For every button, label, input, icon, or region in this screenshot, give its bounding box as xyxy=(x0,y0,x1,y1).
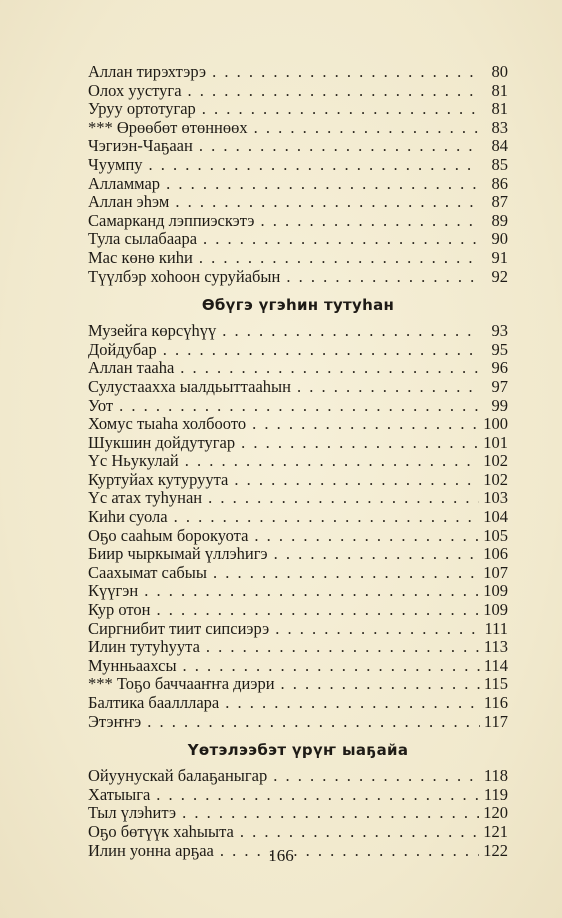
toc-entry-page: 90 xyxy=(491,230,508,249)
dot-leader xyxy=(222,322,480,341)
dot-leader xyxy=(252,415,479,434)
toc-entry-title: Оҕо бөтүүк хаһыыта xyxy=(88,822,234,841)
toc-entry-page: 100 xyxy=(483,415,508,434)
toc-entry-page: 92 xyxy=(491,267,508,286)
toc-entry xyxy=(88,527,508,546)
dot-leader xyxy=(234,471,479,490)
toc-entry-title: Шукшин дойдутугар xyxy=(88,433,236,452)
toc-entry xyxy=(88,620,508,639)
toc-entry-title: Аллан тирэхтэрэ xyxy=(88,63,207,81)
dot-leader xyxy=(180,359,480,378)
toc-entry xyxy=(88,341,508,360)
toc-entry-page: 81 xyxy=(491,100,508,119)
toc-entry-page: 95 xyxy=(491,340,508,359)
toc-entry xyxy=(88,804,508,823)
toc-entry xyxy=(88,322,508,341)
toc-entry-title: Уруу ортотугар xyxy=(88,100,196,119)
dot-leader xyxy=(183,657,480,676)
dot-leader xyxy=(203,230,480,249)
toc-entry-page: 102 xyxy=(483,452,508,471)
dot-leader xyxy=(188,82,480,101)
toc-entry-page: 116 xyxy=(483,694,508,712)
toc-entry-page: 96 xyxy=(491,359,508,378)
toc-entry-page: 84 xyxy=(491,137,508,156)
toc-entry-page: 114 xyxy=(483,656,508,675)
toc-entry xyxy=(88,230,508,249)
toc-entry-page: 122 xyxy=(483,841,508,860)
toc-entry xyxy=(88,156,508,175)
dot-leader xyxy=(212,63,480,82)
toc-entry-title: Биир чыркымай үллэһигэ xyxy=(88,545,268,564)
toc-entry-page: 99 xyxy=(491,396,508,415)
toc-entry-page: 80 xyxy=(491,63,508,81)
dot-leader xyxy=(119,397,480,416)
toc-entry-title: Чуумпу xyxy=(88,155,143,174)
toc-entry xyxy=(88,212,508,231)
toc-entry-title: Тула сылабаара xyxy=(88,230,198,249)
toc-entry xyxy=(88,471,508,490)
toc-entry-page: 89 xyxy=(491,211,508,230)
toc-entry xyxy=(88,489,508,508)
dot-leader xyxy=(185,452,480,471)
toc-entry-page: 107 xyxy=(483,563,508,582)
toc-entry-title: Күүгэн xyxy=(88,582,139,601)
dot-leader xyxy=(254,527,479,546)
dot-leader xyxy=(273,767,480,786)
toc-entry-title: Олох уустуга xyxy=(88,81,182,100)
toc-entry-page: 111 xyxy=(484,619,508,638)
toc-entry xyxy=(88,545,508,564)
dot-leader xyxy=(281,675,480,694)
toc-entry-title: Ойуунускай балаҕаныгар xyxy=(88,767,268,786)
toc-entry xyxy=(88,63,508,82)
toc-entry-title: Кур отон xyxy=(88,601,151,620)
toc-entry xyxy=(88,452,508,471)
toc-entry-title: Саахымат сабыы xyxy=(88,563,207,582)
toc-entry-page: 117 xyxy=(483,712,508,731)
toc-entry xyxy=(88,767,508,786)
toc-entry-page: 121 xyxy=(483,822,508,841)
dot-leader xyxy=(174,508,480,527)
toc-entry xyxy=(88,657,508,676)
toc-entry-title: Хатыыга xyxy=(88,785,151,804)
section-heading: Үөтэлээбэт үрүҥ ыаҕайа xyxy=(187,741,409,760)
toc-entry-page: 87 xyxy=(491,193,508,212)
dot-leader xyxy=(157,601,480,620)
toc-entry-page: 115 xyxy=(483,675,508,694)
page-number: 166 xyxy=(268,846,294,865)
toc-entry xyxy=(88,359,508,378)
dot-leader xyxy=(149,156,480,175)
dot-leader xyxy=(166,175,480,194)
dot-leader xyxy=(206,638,480,657)
toc-entry-page: 83 xyxy=(491,118,508,137)
toc-entry-title: Илин тутуһуута xyxy=(88,638,200,657)
toc-entry-title: Киһи суола xyxy=(88,508,168,527)
toc-entry-page: 102 xyxy=(483,470,508,489)
toc-entry xyxy=(88,82,508,101)
toc-entry xyxy=(88,713,508,732)
toc-entry-page: 106 xyxy=(483,545,508,564)
dot-leader xyxy=(199,137,480,156)
toc-entry-title: *** Тоҕо баччааҥҥа диэри xyxy=(88,675,275,694)
toc-entry-title: Балтика баалллара xyxy=(88,694,220,712)
dot-leader xyxy=(182,804,479,823)
toc-entry-title: Аллан тааһа xyxy=(88,359,175,378)
toc-entry-page: 118 xyxy=(483,767,508,786)
dot-leader xyxy=(275,620,480,639)
table-of-contents xyxy=(88,63,508,860)
toc-entry xyxy=(88,268,508,287)
dot-leader xyxy=(208,489,479,508)
toc-entry-title: Илин уонна арҕаа xyxy=(88,841,214,860)
toc-entry-page: 93 xyxy=(491,322,508,341)
toc-entry-page: 85 xyxy=(491,155,508,174)
dot-leader xyxy=(274,545,480,564)
toc-entry-title: Аллан эһэм xyxy=(88,193,170,212)
toc-entry-title: Мас көнө киһи xyxy=(88,248,193,267)
dot-leader xyxy=(286,268,480,287)
toc-entry xyxy=(88,100,508,119)
toc-entry-title: Куртуйах кутуруута xyxy=(88,470,229,489)
dot-leader xyxy=(254,119,480,138)
toc-entry-page: 119 xyxy=(483,785,508,804)
toc-entry-title: Самарканд лэппиэскэтэ xyxy=(88,211,255,230)
toc-entry-page: 81 xyxy=(491,81,508,100)
dot-leader xyxy=(163,341,480,360)
toc-entry xyxy=(88,137,508,156)
toc-entry xyxy=(88,397,508,416)
toc-entry-page: 109 xyxy=(483,582,508,601)
dot-leader xyxy=(147,713,480,732)
toc-entry-page: 86 xyxy=(491,174,508,193)
toc-entry-title: Тыл үлэһитэ xyxy=(88,804,177,823)
toc-entry-page: 91 xyxy=(491,248,508,267)
dot-leader xyxy=(213,564,479,583)
toc-entry xyxy=(88,582,508,601)
toc-entry xyxy=(88,415,508,434)
toc-entry-page: 101 xyxy=(483,433,508,452)
toc-entry-title: Түүлбэр хоһоон суруйабын xyxy=(88,267,281,286)
toc-entry-page: 104 xyxy=(483,508,508,527)
dot-leader xyxy=(260,212,480,231)
toc-entry-title: Сиргнибит тиит сипсиэрэ xyxy=(88,619,270,638)
toc-entry-title: Уот xyxy=(88,396,114,415)
toc-entry-title: Үс Ньукулай xyxy=(88,452,179,471)
dot-leader xyxy=(297,378,480,397)
toc-entry xyxy=(88,434,508,453)
toc-entry xyxy=(88,786,508,805)
toc-entry xyxy=(88,675,508,694)
dot-leader xyxy=(202,100,480,119)
toc-entry-page: 113 xyxy=(483,638,508,657)
toc-entry xyxy=(88,119,508,138)
toc-entry xyxy=(88,249,508,268)
toc-entry xyxy=(88,694,508,713)
toc-entry-title: *** Өрөөбөт өтөннөөх xyxy=(88,118,248,137)
toc-entry xyxy=(88,638,508,657)
dot-leader xyxy=(175,193,480,212)
toc-entry-title: Хомус тыаһа холбоото xyxy=(88,415,247,434)
toc-entry-title: Этэҥҥэ xyxy=(88,712,142,731)
section-heading: Өбүгэ үгэһин тутуһан xyxy=(201,296,395,315)
toc-entry xyxy=(88,193,508,212)
toc-entry-title: Алламмар xyxy=(88,174,161,193)
toc-entry xyxy=(88,175,508,194)
toc-entry xyxy=(88,378,508,397)
dot-leader xyxy=(225,694,480,713)
toc-entry-title: Оҕо сааһым борокуота xyxy=(88,526,249,545)
toc-entry-page: 105 xyxy=(483,526,508,545)
dot-leader xyxy=(241,434,479,453)
toc-entry-title: Музейга көрсүһүү xyxy=(88,322,217,341)
toc-entry-title: Үс атах туһунан xyxy=(88,489,203,508)
toc-entry xyxy=(88,508,508,527)
toc-entry-page: 109 xyxy=(483,601,508,620)
dot-leader xyxy=(240,823,479,842)
toc-entry-page: 103 xyxy=(483,489,508,508)
toc-entry-title: Мунньаахсы xyxy=(88,656,177,675)
toc-entry xyxy=(88,601,508,620)
dot-leader xyxy=(156,786,480,805)
toc-entry xyxy=(88,823,508,842)
dot-leader xyxy=(144,582,479,601)
toc-entry-title: Дойдубар xyxy=(88,340,157,359)
toc-entry-page: 120 xyxy=(483,804,508,823)
toc-entry-title: Чэгиэн-Чаҕаан xyxy=(88,137,193,156)
toc-entry-title: Сулустаахха ыалдьыттааһын xyxy=(88,377,291,396)
dot-leader xyxy=(199,249,480,268)
toc-entry-page: 97 xyxy=(491,377,508,396)
toc-entry xyxy=(88,564,508,583)
